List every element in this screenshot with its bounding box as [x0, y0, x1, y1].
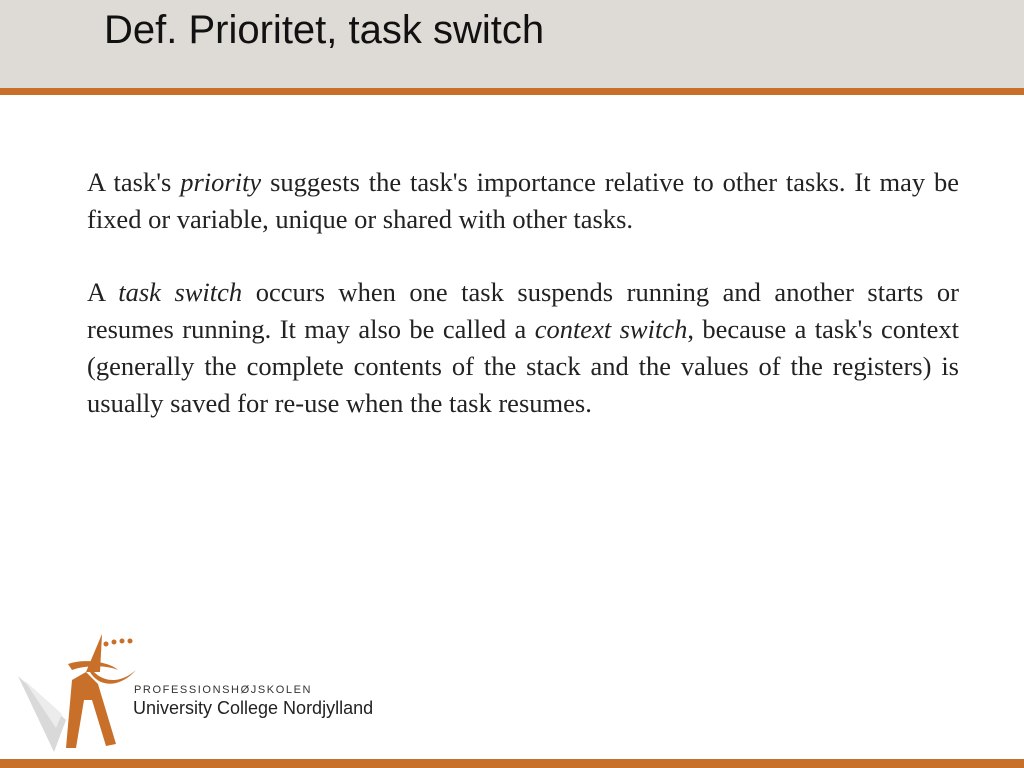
term-context-switch: context switch — [534, 314, 688, 344]
term-priority: priority — [180, 167, 262, 197]
figure-logo-icon — [14, 628, 144, 752]
text-run: A task's — [87, 167, 181, 197]
term-task-switch: task switch — [118, 277, 243, 307]
task-switch-paragraph — [87, 274, 959, 422]
text-run: suggests the task's importance relative to other tasks. It may be fixed or variable, unique or shared with other tasks. — [87, 167, 959, 234]
text-run: occurs when one task suspends running and another starts or resumes running. It may also be called a — [87, 277, 959, 344]
header-accent-rule — [0, 88, 1024, 95]
slide-body — [87, 164, 959, 458]
college-logo — [14, 628, 414, 752]
text-run: A — [87, 277, 119, 307]
slide-title: Def. Prioritet, task switch — [104, 8, 545, 52]
text-run: , because a task's context (generally the complete contents of the stack and the values of the registers) is usually saved for re-use when the task resumes. — [87, 314, 959, 418]
logo-kicker: PROFESSIONSHØJSKOLEN — [134, 684, 313, 696]
priority-paragraph — [87, 164, 959, 238]
logo-name: University College Nordjylland — [133, 698, 374, 718]
footer-accent-rule — [0, 759, 1024, 768]
